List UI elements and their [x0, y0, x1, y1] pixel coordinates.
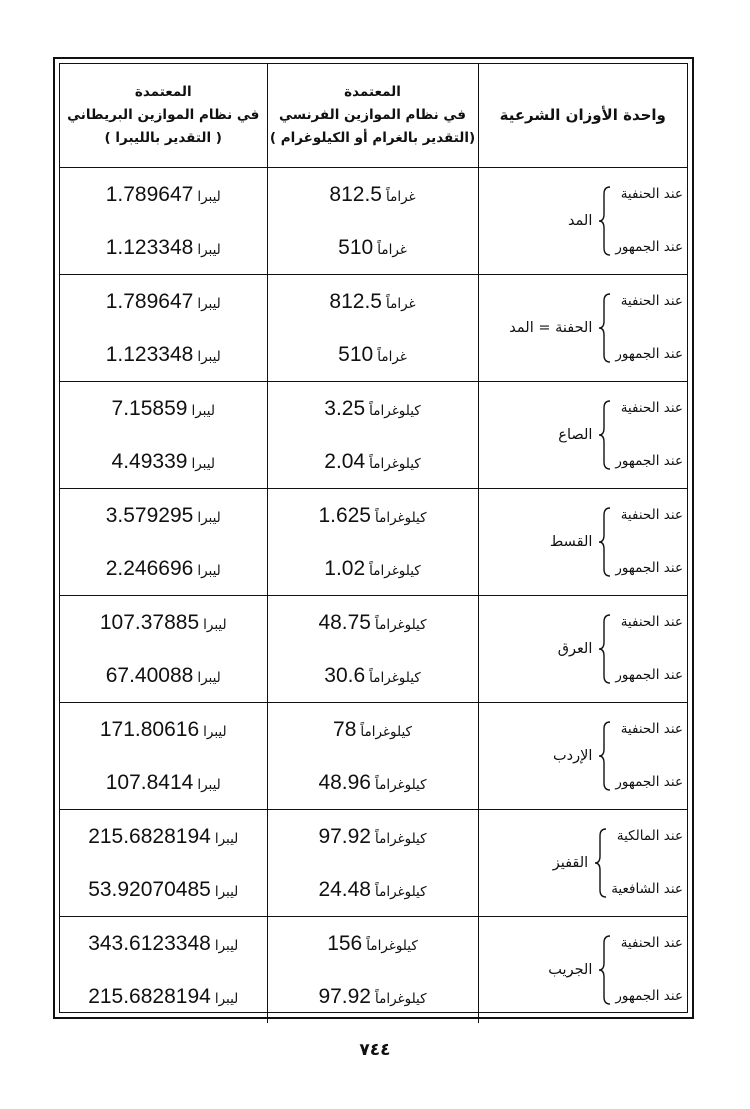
- opinion-list: [615, 703, 683, 809]
- brace-icon: [594, 828, 608, 898]
- unit-name: المد: [567, 212, 593, 229]
- unit-wrap: [479, 703, 688, 809]
- opinion-list: [615, 917, 683, 1023]
- metric-value: [268, 596, 478, 649]
- unit-cell: [478, 488, 687, 595]
- metric-value-unit: غراماً: [385, 188, 416, 205]
- british-value: [60, 489, 267, 542]
- british-value-cell: [60, 488, 267, 595]
- unit-cell: [478, 595, 687, 702]
- metric-value-cell: [267, 274, 478, 381]
- metric-value: [268, 863, 478, 916]
- metric-value: [268, 275, 478, 328]
- metric-value-unit: كيلوغراماً: [369, 402, 421, 419]
- header-french-line-2: في نظام الموازين الفرنسي: [279, 106, 466, 123]
- unit-name: القفيز: [552, 854, 589, 871]
- british-value: [60, 649, 267, 702]
- british-value-number: 2.246696: [105, 556, 194, 580]
- british-value-unit: ليبرا: [197, 562, 221, 579]
- british-value-unit: ليبرا: [197, 776, 221, 793]
- british-value-unit: ليبرا: [197, 669, 221, 686]
- british-value-cell: [60, 167, 267, 274]
- british-value: [60, 328, 267, 381]
- british-value-unit: ليبرا: [214, 990, 239, 1007]
- british-value: [60, 275, 267, 328]
- table-row: [60, 595, 687, 702]
- brace-icon: [598, 721, 612, 791]
- metric-value-number: 156: [327, 931, 363, 955]
- metric-value-number: 24.48: [318, 877, 371, 901]
- header-british: [60, 64, 267, 167]
- british-value-cell: [60, 381, 267, 488]
- table-row: [60, 809, 687, 916]
- metric-value: [268, 168, 478, 221]
- metric-value: [268, 810, 478, 863]
- british-value-number: 107.37885: [99, 610, 200, 634]
- metric-value-number: 48.96: [318, 770, 371, 794]
- opinion-list: [615, 275, 683, 381]
- british-value-cell: [60, 809, 267, 916]
- metric-value-unit: كيلوغراماً: [369, 669, 421, 686]
- unit-wrap: [479, 489, 688, 595]
- metric-value-number: 510: [338, 342, 374, 366]
- british-value-number: 3.579295: [105, 503, 194, 527]
- header-row: [60, 64, 687, 167]
- british-value: [60, 970, 267, 1023]
- british-value: [60, 917, 267, 970]
- metric-value-unit: غراماً: [377, 241, 407, 258]
- metric-value-number: 1.02: [324, 556, 366, 580]
- table-row: [60, 167, 687, 274]
- metric-value: [268, 542, 478, 595]
- opinion-label: عند الجمهور: [615, 452, 683, 469]
- unit-cell: [478, 702, 687, 809]
- opinion-label: عند الجمهور: [615, 559, 683, 576]
- british-value-unit: ليبرا: [214, 830, 239, 847]
- unit-cell: [478, 167, 687, 274]
- brace-icon: [598, 400, 612, 470]
- metric-value-number: 97.92: [318, 824, 371, 848]
- british-value-unit: ليبرا: [214, 883, 239, 900]
- unit-name: العرق: [557, 640, 593, 657]
- unit-name: الإردب: [552, 747, 593, 764]
- page-number: ٧٤٤: [359, 1040, 391, 1060]
- metric-value: [268, 328, 478, 381]
- table-row: [60, 916, 687, 1023]
- british-value-unit: ليبرا: [203, 616, 227, 633]
- metric-value: [268, 756, 478, 809]
- british-value-unit: ليبرا: [191, 402, 215, 419]
- british-value-cell: [60, 702, 267, 809]
- opinion-list: [611, 810, 683, 916]
- metric-value-cell: [267, 488, 478, 595]
- metric-value-unit: غراماً: [377, 348, 407, 365]
- table-inner-frame: [59, 63, 688, 1013]
- metric-value-cell: [267, 702, 478, 809]
- unit-name: القسط: [549, 533, 593, 550]
- header-french-line-3: (التقدير بالغرام أو الكيلوغرام ): [269, 129, 476, 146]
- opinion-list: [615, 596, 683, 702]
- british-value-cell: [60, 595, 267, 702]
- british-value-cell: [60, 274, 267, 381]
- metric-value: [268, 489, 478, 542]
- table-row: [60, 274, 687, 381]
- british-value: [60, 435, 267, 488]
- unit-name: الصاع: [558, 426, 593, 443]
- unit-name: الحفنة = المد: [509, 319, 593, 336]
- british-value: [60, 221, 267, 274]
- header-british-line-2: في نظام الموازين البريطاني: [67, 106, 260, 123]
- metric-value-unit: كيلوغراماً: [375, 616, 427, 633]
- unit-cell: [478, 916, 687, 1023]
- british-value: [60, 863, 267, 916]
- british-value-number: 7.15859: [111, 396, 188, 420]
- table-row: [60, 381, 687, 488]
- opinion-label: عند الحنفية: [620, 185, 683, 202]
- metric-value-unit: كيلوغراماً: [360, 723, 412, 740]
- british-value: [60, 810, 267, 863]
- unit-cell: [478, 274, 687, 381]
- opinion-list: [615, 489, 683, 595]
- metric-value: [268, 917, 478, 970]
- british-value-number: 215.6828194: [88, 824, 211, 848]
- british-value-number: 67.40088: [105, 663, 194, 687]
- british-value-unit: ليبرا: [197, 295, 221, 312]
- metric-value-number: 812.5: [329, 289, 382, 313]
- metric-value: [268, 221, 478, 274]
- table-row: [60, 488, 687, 595]
- header-unit: واحدة الأوزان الشرعية: [478, 64, 687, 167]
- british-value-number: 171.80616: [99, 717, 200, 741]
- british-value-number: 1.123348: [105, 342, 194, 366]
- brace-icon: [598, 186, 612, 256]
- metric-value-unit: كيلوغراماً: [375, 830, 427, 847]
- british-value: [60, 756, 267, 809]
- metric-value: [268, 970, 478, 1023]
- metric-value-unit: كيلوغراماً: [375, 776, 427, 793]
- british-value-unit: ليبرا: [197, 509, 221, 526]
- metric-value-number: 2.04: [324, 449, 366, 473]
- opinion-label: عند الحنفية: [620, 720, 683, 737]
- metric-value-number: 97.92: [318, 984, 371, 1008]
- opinion-label: عند الجمهور: [615, 238, 683, 255]
- opinion-label: عند الجمهور: [615, 773, 683, 790]
- metric-value: [268, 435, 478, 488]
- metric-value-cell: [267, 809, 478, 916]
- metric-value-cell: [267, 167, 478, 274]
- opinion-label: عند الشافعية: [611, 880, 683, 897]
- weights-table: [60, 64, 687, 1023]
- opinion-label: عند الحنفية: [620, 292, 683, 309]
- opinion-label: عند الحنفية: [620, 613, 683, 630]
- metric-value-number: 510: [338, 235, 374, 259]
- british-value-number: 107.8414: [105, 770, 194, 794]
- unit-cell: [478, 809, 687, 916]
- british-value-unit: ليبرا: [197, 188, 221, 205]
- british-value-unit: ليبرا: [191, 455, 215, 472]
- opinion-label: عند الحنفية: [620, 934, 683, 951]
- unit-wrap: [479, 275, 688, 381]
- british-value: [60, 168, 267, 221]
- unit-name: الجريب: [548, 961, 593, 978]
- opinion-list: [615, 382, 683, 488]
- british-value: [60, 542, 267, 595]
- opinion-label: عند الجمهور: [615, 987, 683, 1004]
- british-value-number: 1.789647: [105, 182, 194, 206]
- header-british-line-3: ( التقدير بالليبرا ): [104, 129, 222, 146]
- opinion-label: عند الجمهور: [615, 345, 683, 362]
- unit-cell: [478, 381, 687, 488]
- british-value-unit: ليبرا: [197, 241, 221, 258]
- metric-value: [268, 703, 478, 756]
- british-value-number: 1.123348: [105, 235, 194, 259]
- table-frame: [53, 57, 694, 1019]
- metric-value-unit: كيلوغراماً: [375, 883, 427, 900]
- metric-value-number: 1.625: [318, 503, 371, 527]
- opinion-list: [615, 168, 683, 274]
- metric-value-cell: [267, 916, 478, 1023]
- brace-icon: [598, 507, 612, 577]
- metric-value-number: 3.25: [324, 396, 366, 420]
- british-value-number: 215.6828194: [88, 984, 211, 1008]
- metric-value-unit: كيلوغراماً: [375, 509, 427, 526]
- metric-value-number: 812.5: [329, 182, 382, 206]
- metric-value-cell: [267, 381, 478, 488]
- metric-value-cell: [267, 595, 478, 702]
- unit-wrap: [479, 382, 688, 488]
- brace-icon: [598, 293, 612, 363]
- british-value-unit: ليبرا: [214, 937, 239, 954]
- british-value-number: 4.49339: [111, 449, 188, 473]
- metric-value-number: 48.75: [318, 610, 371, 634]
- british-value-cell: [60, 916, 267, 1023]
- metric-value-number: 30.6: [324, 663, 366, 687]
- british-value: [60, 596, 267, 649]
- unit-wrap: [479, 596, 688, 702]
- metric-value: [268, 649, 478, 702]
- header-french: [267, 64, 478, 167]
- british-value-number: 1.789647: [105, 289, 194, 313]
- opinion-label: عند المالكية: [616, 827, 683, 844]
- british-value-number: 53.92070485: [88, 877, 211, 901]
- header-british-line-1: المعتمدة: [134, 83, 192, 100]
- opinion-label: عند الحنفية: [620, 399, 683, 416]
- opinion-label: عند الجمهور: [615, 666, 683, 683]
- table-row: [60, 702, 687, 809]
- british-value-unit: ليبرا: [197, 348, 221, 365]
- british-value: [60, 382, 267, 435]
- header-french-line-1: المعتمدة: [344, 83, 401, 100]
- unit-wrap: [479, 810, 688, 916]
- metric-value-unit: كيلوغراماً: [375, 990, 427, 1007]
- british-value-number: 343.6123348: [88, 931, 211, 955]
- brace-icon: [598, 935, 612, 1005]
- british-value: [60, 703, 267, 756]
- brace-icon: [598, 614, 612, 684]
- metric-value: [268, 382, 478, 435]
- metric-value-unit: كيلوغراماً: [369, 455, 421, 472]
- metric-value-unit: كيلوغراماً: [369, 562, 421, 579]
- unit-wrap: [479, 917, 688, 1024]
- british-value-unit: ليبرا: [203, 723, 227, 740]
- metric-value-number: 78: [333, 717, 357, 741]
- opinion-label: عند الحنفية: [620, 506, 683, 523]
- metric-value-unit: كيلوغراماً: [366, 937, 418, 954]
- unit-wrap: [479, 168, 688, 274]
- metric-value-unit: غراماً: [385, 295, 416, 312]
